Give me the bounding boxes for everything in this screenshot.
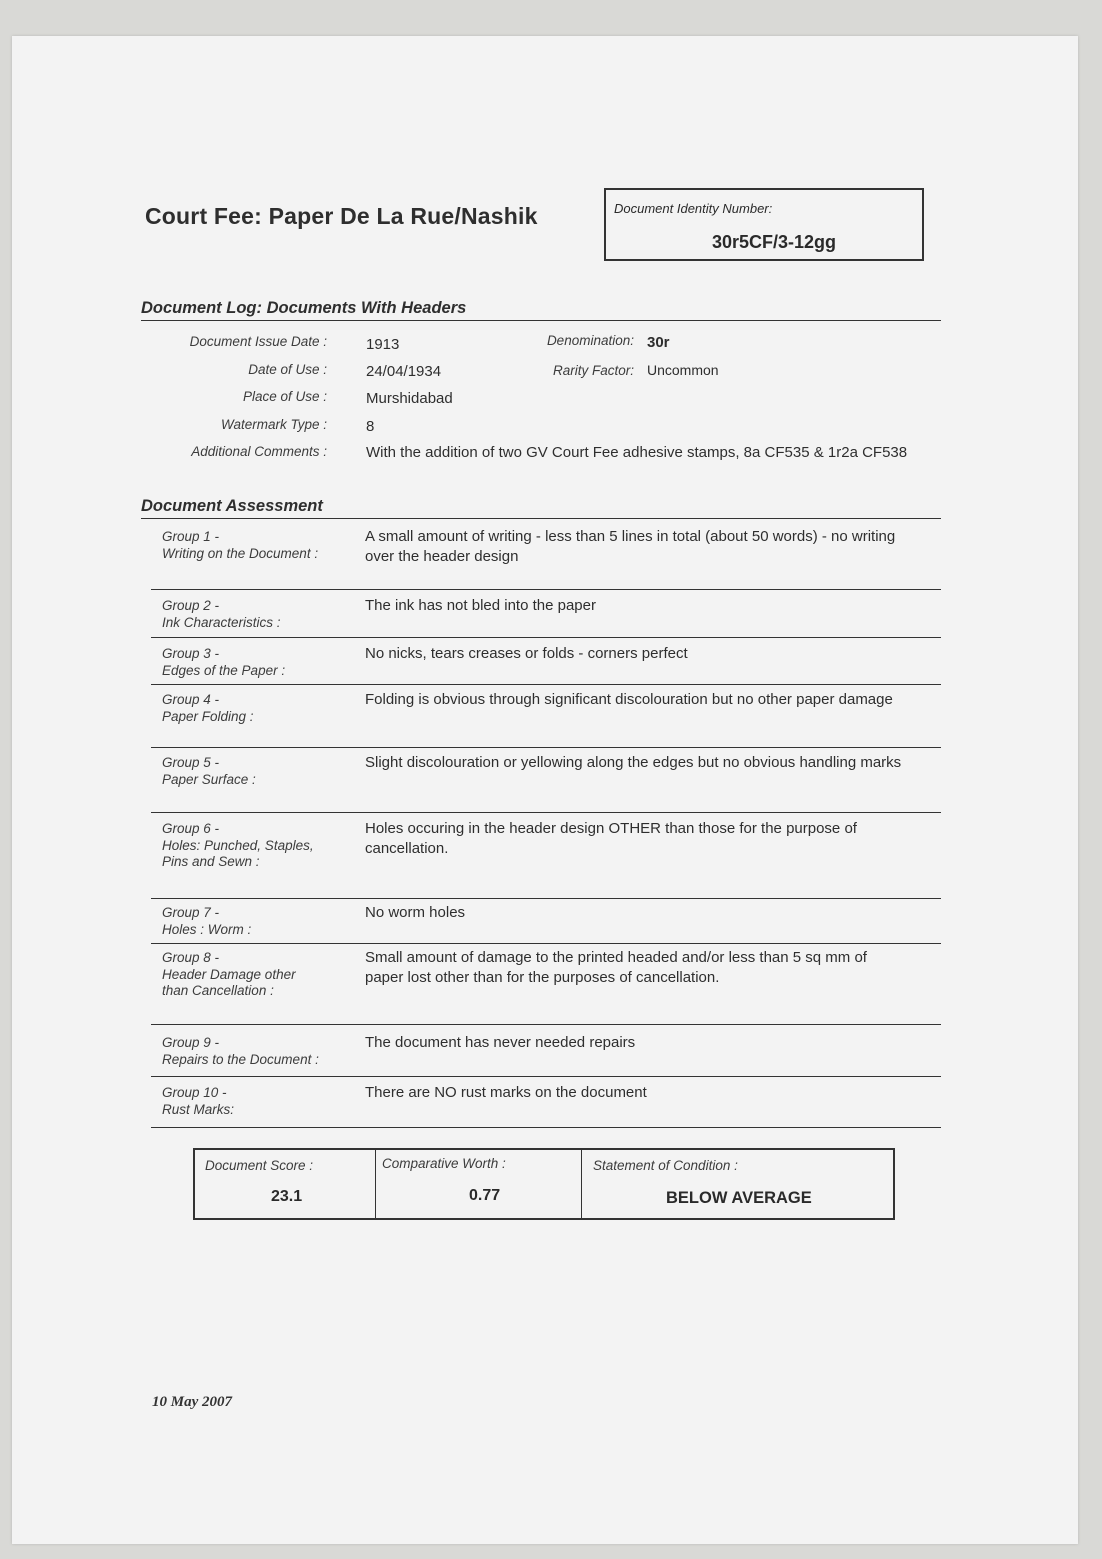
group-label: Group 7 - Holes : Worm : [162, 905, 252, 937]
score-cell [195, 1150, 376, 1218]
group-divider [151, 747, 941, 748]
rarity-label: Rarity Factor: [552, 363, 634, 378]
group-label: Group 1 - Writing on the Document : [162, 529, 319, 561]
issue-date-label: Document Issue Date : [189, 334, 327, 349]
group-divider [151, 684, 941, 685]
assessment-heading: Document Assessment [141, 497, 323, 515]
group-label: Group 6 - Holes: Punched, Staples, Pins and Sewn : [162, 821, 314, 869]
group-divider [151, 812, 941, 813]
group-divider [151, 1024, 941, 1025]
comments-value: With the addition of two GV Court Fee adhesive stamps, 8a CF535 & 1r2a CF538 [366, 444, 908, 461]
identity-box [604, 188, 924, 261]
group-label: Group 4 - Paper Folding : [162, 692, 254, 724]
condition-value: BELOW AVERAGE [666, 1189, 812, 1207]
group-label: Group 5 - Paper Surface : [162, 755, 256, 787]
score-value: 23.1 [271, 1188, 303, 1205]
group-label: Group 8 - Header Damage other than Cancellation : [162, 950, 296, 998]
group-divider [151, 1076, 941, 1077]
date-of-use-value: 24/04/1934 [366, 363, 442, 380]
watermark-value: 8 [366, 418, 375, 435]
denomination-value: 30r [647, 334, 670, 351]
identity-label: Document Identity Number: [614, 201, 773, 216]
group-label: Group 9 - Repairs to the Document : [162, 1035, 319, 1067]
group-divider [151, 1127, 941, 1128]
group-label: Group 3 - Edges of the Paper : [162, 646, 286, 678]
document-title: Court Fee: Paper De La Rue/Nashik [145, 203, 538, 229]
assessment-rule [141, 518, 941, 519]
worth-cell [376, 1150, 582, 1218]
place-label: Place of Use : [242, 389, 327, 404]
group-value: Small amount of damage to the printed headed and/or less than 5 sq mm of paper lost other than for the purposes of cancellation. [365, 949, 867, 986]
comments-label: Additional Comments : [191, 444, 327, 459]
group-label: Group 2 - Ink Characteristics : [162, 598, 281, 630]
watermark-label: Watermark Type : [220, 417, 327, 432]
log-heading: Document Log: Documents With Headers [141, 299, 467, 317]
place-value: Murshidabad [366, 390, 453, 407]
identity-value: 30r5CF/3-12gg [711, 232, 837, 252]
group-label: Group 10 - Rust Marks: [162, 1085, 235, 1117]
group-value: No worm holes [365, 904, 466, 921]
denomination-label: Denomination: [546, 333, 634, 348]
worth-value: 0.77 [469, 1187, 501, 1204]
group-value: A small amount of writing - less than 5 lines in total (about 50 words) - no writing over the header design [365, 528, 896, 565]
score-box [193, 1148, 895, 1220]
group-divider [151, 589, 941, 590]
issue-date-value: 1913 [366, 336, 400, 353]
date-of-use-label: Date of Use : [248, 362, 327, 377]
group-value: Slight discolouration or yellowing along the edges but no obvious handling marks [365, 754, 902, 771]
group-value: The document has never needed repairs [365, 1034, 636, 1051]
log-rule [141, 320, 941, 321]
group-divider [151, 898, 941, 899]
condition-cell [582, 1150, 893, 1218]
group-value: No nicks, tears creases or folds - corners perfect [365, 645, 688, 662]
group-divider [151, 637, 941, 638]
group-value: There are NO rust marks on the document [365, 1084, 647, 1101]
worth-label: Comparative Worth : [382, 1156, 506, 1171]
document-page [12, 36, 1078, 1544]
rarity-value: Uncommon [647, 362, 719, 378]
group-divider [151, 943, 941, 944]
group-value: The ink has not bled into the paper [365, 597, 596, 614]
group-value: Holes occuring in the header design OTHER than those for the purpose of cancellation. [365, 820, 857, 857]
score-label: Document Score : [205, 1158, 314, 1173]
group-value: Folding is obvious through significant discolouration but no other paper damage [365, 691, 893, 708]
footer-date: 10 May 2007 [152, 1394, 232, 1410]
condition-label: Statement of Condition : [593, 1158, 738, 1173]
